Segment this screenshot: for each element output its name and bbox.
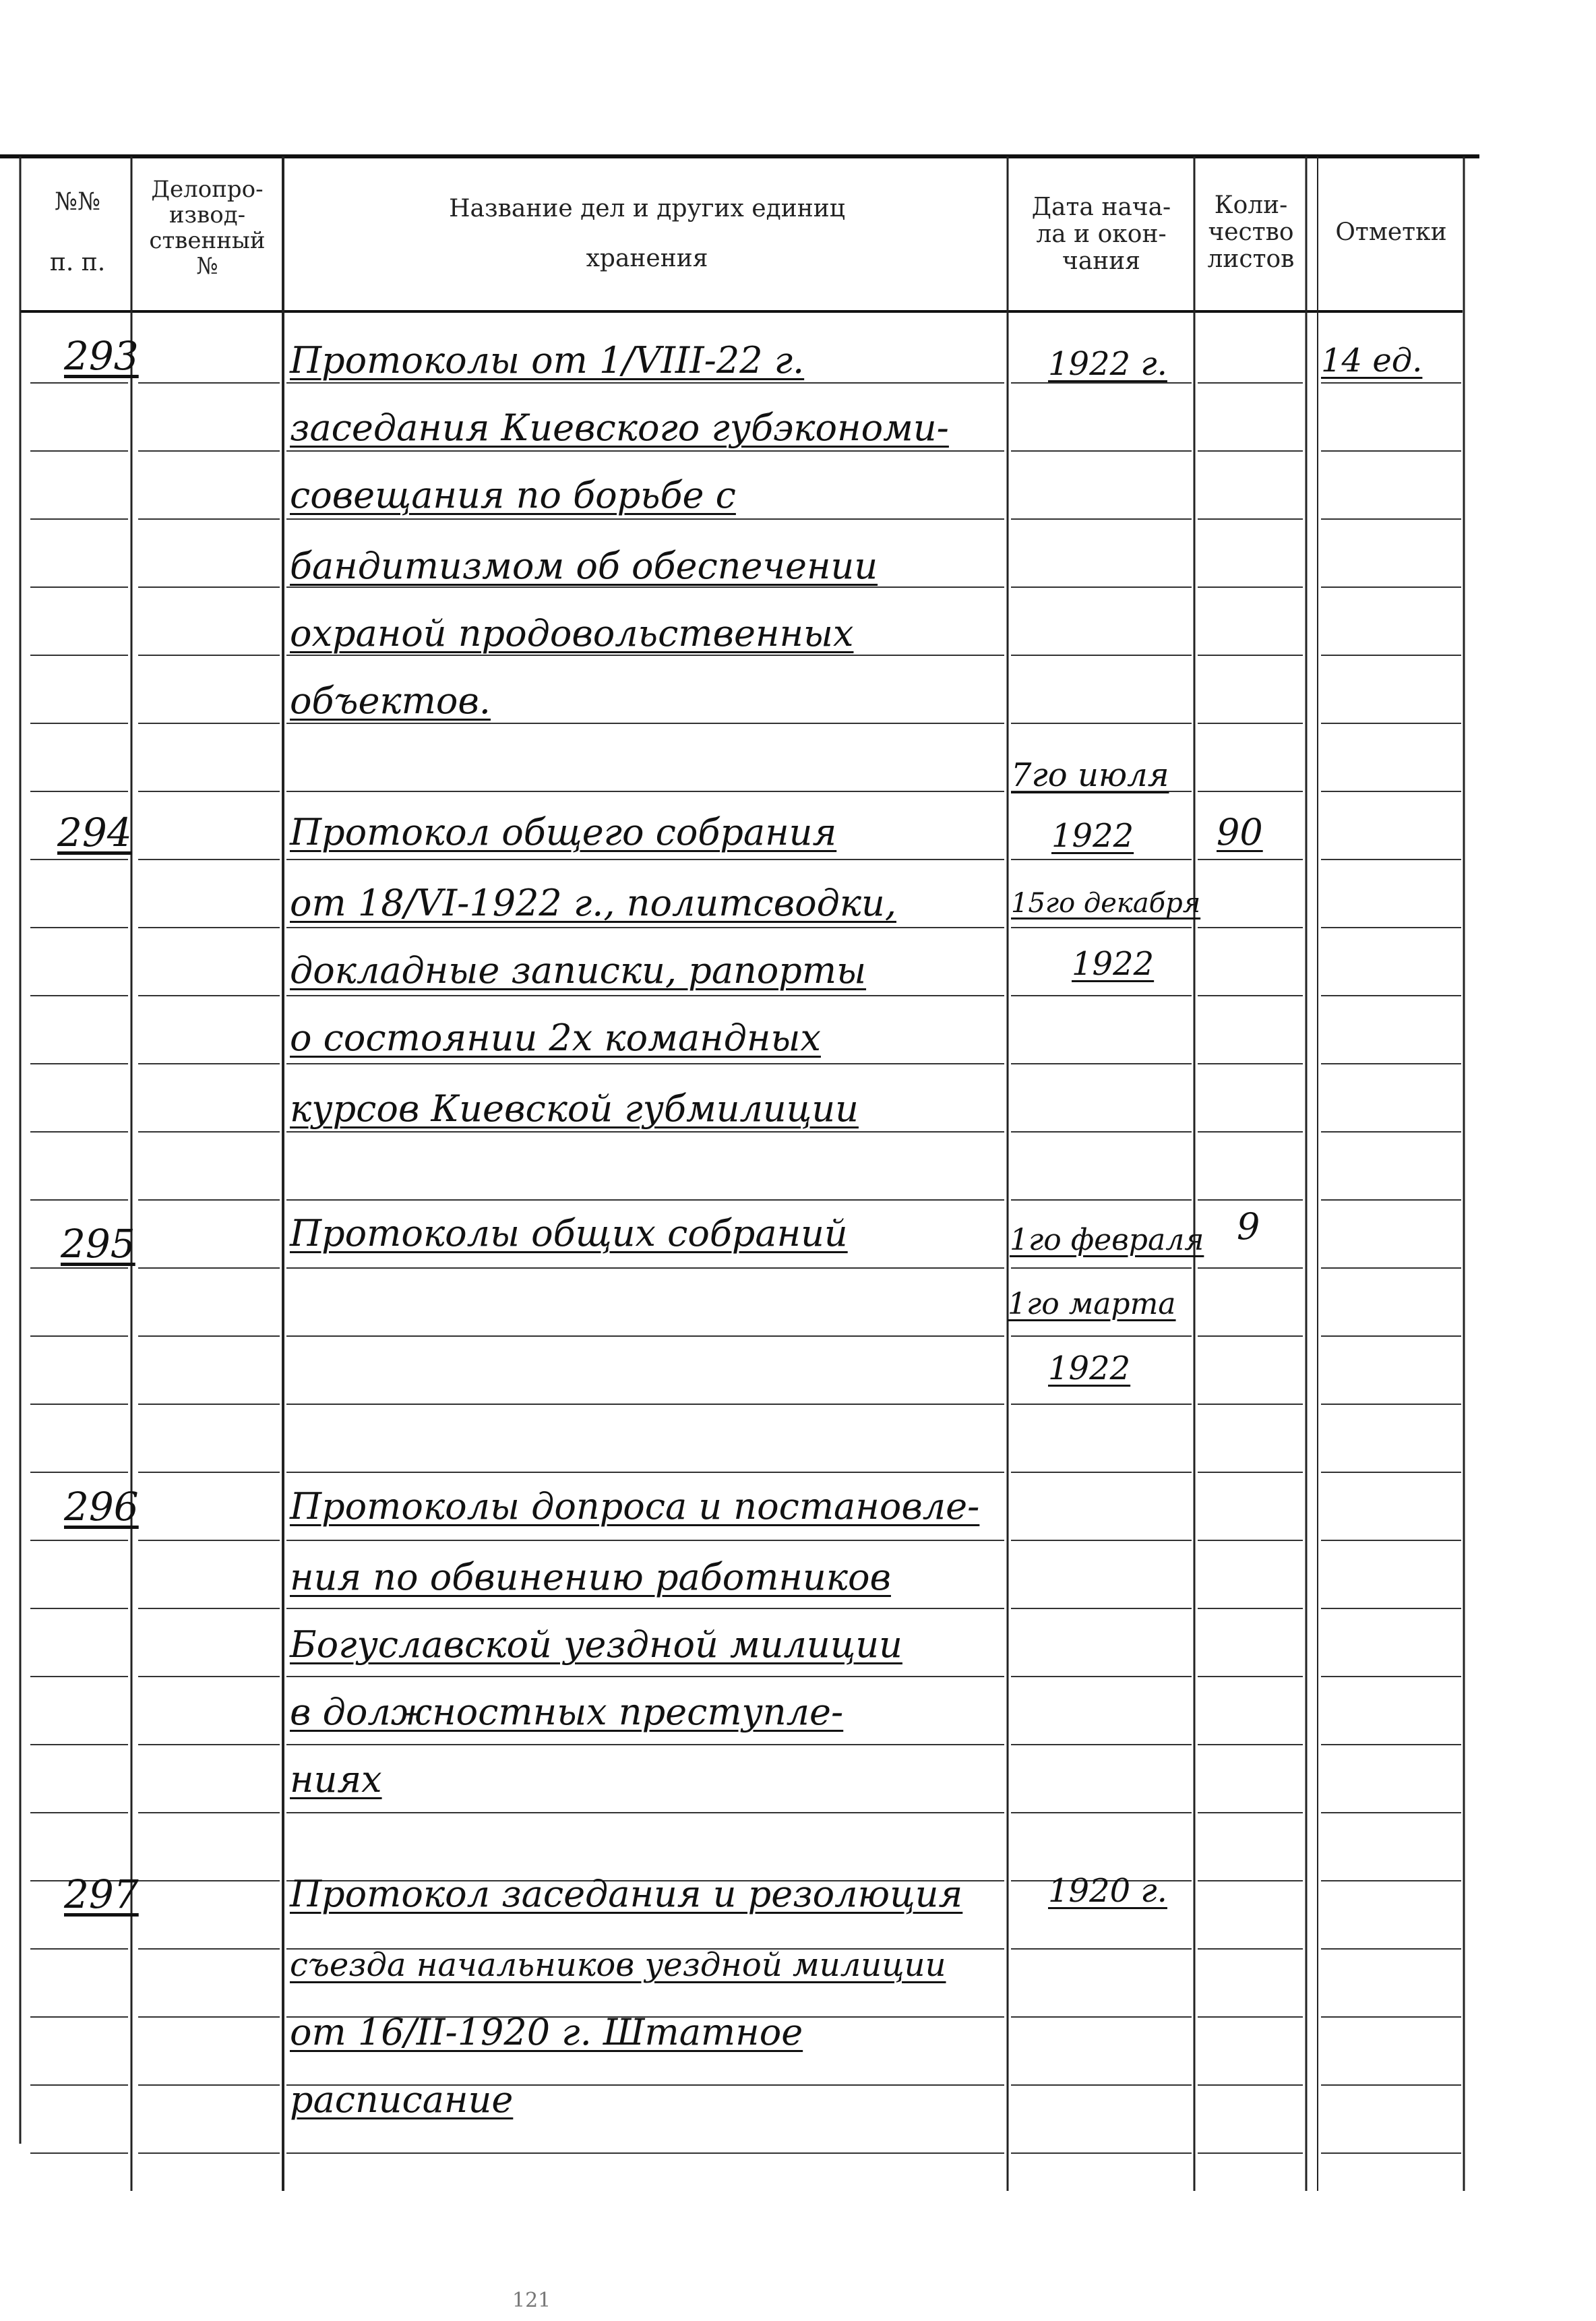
header-title-line-1: Название дел и других единиц — [449, 195, 845, 222]
date-line: 1го марта — [1008, 1287, 1176, 1321]
header-title-line-2: хранения — [586, 245, 708, 272]
header-date-line-1: Дата нача- — [1031, 193, 1171, 221]
title-line: ния по обвинению работников — [290, 1556, 891, 1598]
entry-title: Протоколы общих собраний — [290, 1212, 848, 1255]
title-line: Протоколы от 1/VIII-22 г. — [290, 339, 805, 382]
header-date-line-3: чания — [1062, 247, 1140, 275]
title-line: совещания по борьбе с — [290, 474, 736, 516]
header-title — [290, 195, 1004, 272]
title-line: курсов Киевской губмилиции — [290, 1087, 859, 1130]
header-sheets-line-3: листов — [1207, 245, 1295, 273]
title-line: охраной продовольственных — [290, 612, 854, 655]
header-sheets — [1196, 192, 1306, 273]
entry-note: 14 ед. — [1321, 342, 1423, 380]
title-line: съезда начальников уездной милиции — [290, 1946, 946, 1984]
header-case-line-4: № — [196, 253, 218, 280]
entry-number: 294 — [57, 810, 132, 855]
entry-date: 1920 г. — [1048, 1872, 1167, 1910]
header-number-line-1: №№ — [54, 188, 101, 216]
date-line: 1го февраля — [1010, 1223, 1204, 1257]
title-line: расписание — [290, 2078, 514, 2121]
header-sheets-line-1: Коли- — [1214, 191, 1288, 219]
date-line: 7го июля — [1011, 756, 1169, 794]
header-date-line-2: ла и окон- — [1036, 220, 1167, 248]
title-line: о состоянии 2х командных — [290, 1017, 821, 1059]
title-line: ниях — [290, 1758, 382, 1801]
header-number — [27, 189, 128, 276]
title-line: Протокол заседания и резолюция — [290, 1873, 963, 1915]
header-case-line-2: извод- — [168, 202, 246, 229]
header-case-line-1: Делопро- — [151, 176, 264, 203]
entry-number: 296 — [64, 1484, 139, 1530]
entry-number: 295 — [61, 1221, 135, 1267]
title-line: Протокол общего собрания — [290, 811, 837, 853]
entry-date: 1922 г. — [1048, 345, 1167, 383]
header-sheets-line-2: чество — [1208, 218, 1294, 246]
footer-stray-number: 121 — [512, 2289, 551, 2312]
title-line: заседания Киевского губэкономи- — [290, 406, 949, 449]
title-line: докладные записки, рапорты — [290, 949, 867, 992]
header-date — [1011, 194, 1192, 275]
date-line: 1922 — [1072, 945, 1155, 983]
entry-sheets: 9 — [1237, 1205, 1260, 1248]
header-case-line-3: ственный — [149, 227, 266, 254]
entry-number: 297 — [64, 1871, 139, 1917]
date-line: 1922 — [1048, 1350, 1131, 1387]
date-line: 1922 — [1051, 817, 1134, 855]
title-line: от 18/VI-1922 г., политсводки, — [290, 882, 896, 924]
header-case-number — [135, 177, 280, 279]
title-line: от 16/II-1920 г. Штатное — [290, 2011, 803, 2053]
title-line: Протоколы допроса и постановле- — [290, 1485, 980, 1528]
entry-number: 293 — [64, 333, 139, 379]
header-notes — [1320, 219, 1463, 246]
date-line: 15го декабря — [1011, 888, 1201, 919]
title-line: Богуславской уездной милиции — [290, 1623, 902, 1666]
header-notes-line-1: Отметки — [1335, 218, 1447, 246]
entry-sheets: 90 — [1217, 811, 1263, 853]
title-line: объектов. — [290, 680, 491, 722]
title-line: бандитизмом об обеспечении — [290, 545, 878, 587]
title-line: в должностных преступле- — [290, 1691, 844, 1733]
header-number-line-2: п. п. — [49, 249, 106, 276]
